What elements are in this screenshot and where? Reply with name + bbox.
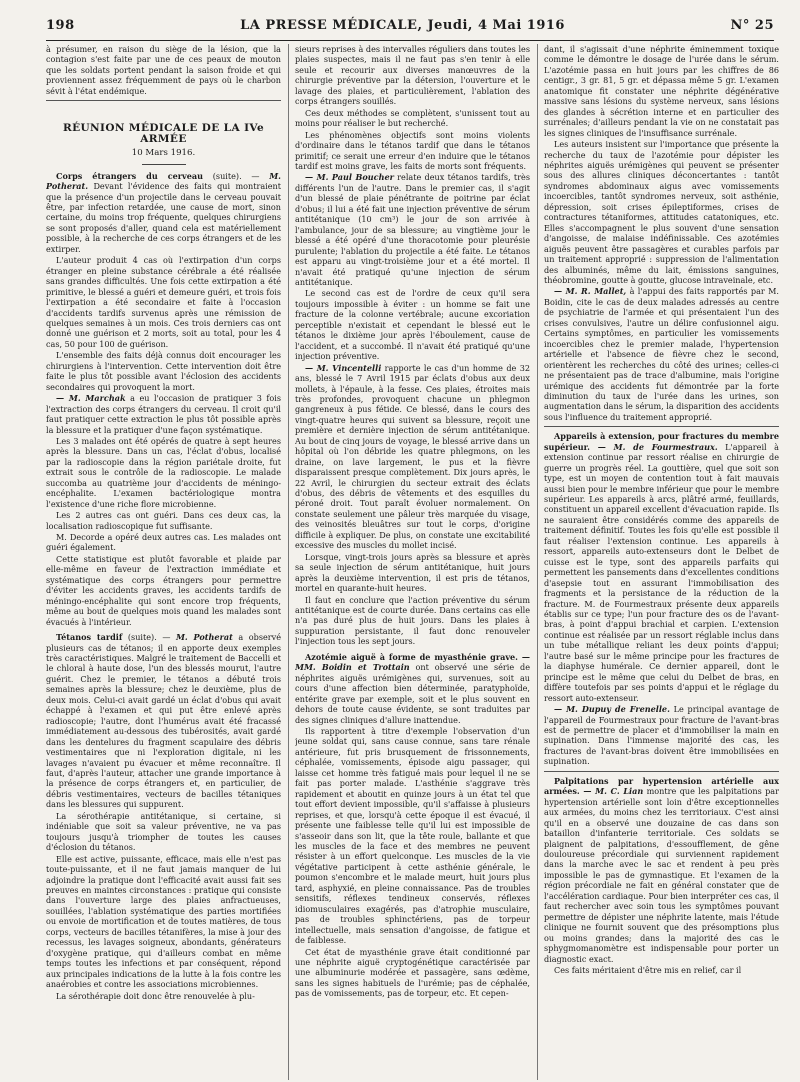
topic-heading: Corps étrangers du cerveau	[56, 170, 204, 181]
paragraph: sieurs reprises à des intervalles réguliers dans toutes les plaies suspectes, mais il ne faut pas s'en tenir à elle seule et recourir aux diverses manœuvres de la chirurgie préventive par la détersion, l'ouverture et le lavage des plaies, et particulièrement, l'ablation des corps étrangers souillés.	[295, 44, 530, 107]
author-name: M. Potherat	[175, 632, 233, 643]
author-name: — M. R. Mallet,	[554, 286, 627, 297]
paragraph-text: L'appareil à extension continue par ressort réalise en chirurgie de guerre un progrès réel. La gouttière, quel que soit son type, est un moyen de contention tout à fait mauvais aussi bien pour le membre inférieur que pour le membre supérieur. Les appareils à arcs, plâtré armé, feuillards, constituent un appareil excellent d'évacuation rapide. Ils ne sauraient être considérés comme des appareils de traitement définitif. Toutes les fois qu'elle est possible il faut réaliser l'extension continue. Les appareils à ressort, appareils auto-extenseurs dont le Delbet de cuisse est le type, sont des appareils parfaits qui permettent les pansements dans d'excellentes conditions d'asepsie tout en assurant l'immobilisation des fragments et la persistance de la réduction de la fracture. M. de Fourmestraux présente deux appareils établis sur ce type; l'un pour fracture des os de l'avant-bras, à point d'appui brachial et carpien. L'extension continue est réalisée par un ressort réglable inclus dans un tube métallique reliant les deux points d'appui; l'autre basé sur le même principe pour les fractures de la diaphyse humérale. Ce dernier appareil, dont le principe est le même que celui du Delbet de bras, en diffère toutefois par ses points d'appui et le réglage du ressort auto-extenseur.	[544, 441, 779, 703]
paragraph: Les phénomènes objectifs sont moins violents d'ordinaire dans le tétanos tardif que dans le tétanos primitif; ce serait une erreur d'en induire que le tétanos tardif est moins grave, les faits de morts sont fréquents.	[295, 129, 530, 171]
paragraph: Les 3 malades ont été opérés de quatre à sept heures après la blessure. Dans un cas, l'éclat d'obus, localisé par la radioscopie dans la région pariétale droite, fut extrait sous le contrôle de la radioscopie. Le malade succomba au quatrième jour d'accidents de méningo-encéphalite. L'examen bactériologique montra l'existence d'une riche flore microbienne.	[46, 435, 281, 509]
paragraph: Le second cas est de l'ordre de ceux qu'il sera toujours impossible à éviter : un homme se fait une fracture de la colonne vertébrale; aucune excoriation perceptible n'existait et cependant le blessé eut le tétanos le dixième jour après l'éboulement, cause de l'accident, et a succombé. Il n'avait été pratiqué qu'une injection préventive.	[295, 288, 530, 362]
paragraph: La sérothérapie doit donc être renouvelée à plu-	[56, 990, 255, 1001]
paragraph: Cet état de myasthénie grave était conditionné par une néphrite aiguë cryptogénétique caractérisée par une albuminurie modérée et passagère, sans œdème, sans les signes habituels de l'urémie; pas de céphalée, pas de vomissements, pas de torpeur, etc. Et cepen-	[295, 946, 530, 999]
paragraph	[46, 632, 281, 810]
paragraph-text: Devant l'évidence des faits qui montraient que la présence d'un projectile dans le cerveau pouvait être, par infection retardée, une cause de mort, sinon certaine, du moins trop fréquente, quelques chirurgiens se sont proposés d'aller, quand cela est matériellement possible, à la recherche de ces corps étrangers et de les extirper.	[46, 181, 281, 254]
divider	[142, 164, 186, 165]
author-name: — M. Marchak	[56, 393, 126, 404]
paragraph: Ces faits méritaient d'être mis en relief, car il	[554, 964, 742, 975]
paragraph: à présumer, en raison du siège de la lésion, que la contagion s'est faite par une de ces peaux de mouton que les soldats portent pendant la saison froide et qui proviennent assez fréquemment de pays où le charbon sévit à l'état endémique.	[46, 44, 281, 96]
divider	[544, 426, 779, 427]
author-name: M. Potherat.	[46, 170, 281, 192]
column-2	[295, 44, 530, 1080]
column-divider	[530, 44, 544, 1080]
page-header	[46, 12, 774, 38]
paragraph-text: ont observé une série de néphrites aiguës urémigènes qui, survenues, soit au cours d'une affection bien déterminée, paratyphoïde, entérite grave par exemple, soit et le plus souvent en dehors de toute cause évidente, se sont traduites par des signes cliniques d'allure inattendue.	[295, 662, 530, 725]
paragraph-text: a eu l'occasion de pratiquer 3 fois l'extraction des corps étrangers du cerveau. Il croit qu'il faut pratiquer cette extraction le plus tôt possible après la blessure et la pratiquer d'une façon systématique.	[46, 393, 281, 435]
paragraph: Cette statistique est plutôt favorable et plaide par elle-même en faveur de l'extraction immédiate et systématique des corps étrangers pour permettre d'éviter les accidents graves, les accidents tardifs de méningo-encéphalite qui sont encore trop fréquents, même au bout de quelques mois quand les malades sont évacués à l'intérieur.	[46, 553, 281, 627]
topic-heading: Palpitations par hypertension artérielle aux armées.	[544, 775, 779, 797]
journal-title: LA PRESSE MÉDICALE, Jeudi, 4 Mai 1916	[240, 17, 565, 33]
paragraph	[544, 431, 779, 703]
paragraph	[46, 393, 281, 435]
topic-heading: Azotémie aiguë à forme de myasthénie grave.	[305, 651, 518, 662]
section-title: RÉUNION MÉDICALE DE LA IVe ARMÉE	[62, 122, 265, 145]
paragraph: Les 2 autres cas ont guéri. Dans ces deux cas, la localisation radioscopique fut suffisante.	[46, 510, 281, 531]
paragraph: Il faut en conclure que l'action préventive du sérum antitétanique est de courte durée. Dans certains cas elle n'a pas duré plus de huit jours. Dans les plaies à suppuration persistante, il faut donc renouveler l'injection tous les sept jours.	[295, 594, 530, 647]
topic-heading: Tétanos tardif	[56, 632, 123, 643]
topic-suite: (suite). —	[203, 170, 270, 181]
column-divider	[281, 44, 295, 1080]
paragraph: dant, il s'agissait d'une néphrite éminemment toxique comme le démontre le dosage de l'urée dans le sérum. L'azotémie passa en huit jours par les chiffres de 86 centigr., 3 gr. 81, 5 gr. et dépassa même 5 gr. L'examen anatomique fit constater une néphrite dégénérative massive sans lésions du système nerveux, sans lésions des glandes à sécrétion interne et en particulier des surrénales; d'ailleurs pendant la vie on ne constatait pas les signes cliniques de l'insuffisance surrénale.	[544, 44, 779, 138]
paragraph: L'ensemble des faits déjà connus doit encourager les chirurgiens à l'intervention. Cette intervention doit être faite le plus tôt possible avant l'éclosion des accidents secondaires qui provoquent la mort.	[46, 350, 281, 392]
paragraph	[46, 171, 281, 255]
paragraph: Ils rapportent à titre d'exemple l'observation d'un jeune soldat qui, sans cause connue, sans tare rénale antérieure, fut pris brusquement de frissonnements, céphalée, vomissements, épisode aigu passager, qui laisse cet homme très fatigué mais pour lequel il ne se fait pas porter malade. L'asthénie s'aggrave très rapidement et aboutit en quinze jours à un état tel que tout effort devient impossible, qu'il s'affaisse à plusieurs reprises, et que, lorsqu'à cette époque il est évacué, il présente une faiblesse telle qu'il lui est impossible de s'asseoir dans son lit, que la tête roule, ballante et que les muscles de la face et des membres ne peuvent résister à un effort quelconque. Les muscles de la vie végétative participent à cette asthénie générale, le poumon s'encombre et le malade meurt, huit jours plus tard, asphyxié, en pleine connaissance. Pas de troubles sensitifs, réflexes tendineux conservés, réflexes idiomusculaires exagérés, pas d'atrophie musculaire, pas de troubles sphinctériens, pas de torpeur intellectuelle, mais sensation d'angoisse, de fatigue et de faiblesse.	[295, 726, 530, 946]
paragraph: La sérothérapie antitétanique, si certaine, si indéniable que soit sa valeur préventive, ne va pas toujours jusqu'à triompher de toutes les causes d'éclosion du tétanos.	[46, 810, 281, 853]
divider	[46, 100, 281, 101]
author-name: — M. Dupuy de Frenelle.	[554, 704, 670, 715]
paragraph	[295, 363, 530, 551]
divider	[544, 771, 779, 772]
paragraph-text: montre que les palpitations par hypertension artérielle sont loin d'être exceptionnelles aux armées, du moins chez les territoriaux. C'est ainsi qu'il en a observé une douzaine de cas dans son bataillon d'infanterie territoriale. Ces soldats se plaignent de palpitations, d'essoufflement, de gêne douloureuse précordiale qui surviennent rapidement dans la marche avec le sac et rendent à peu près impossible le pas de gymnastique. Et l'examen de la région précordiale ne fait en général constater que de l'accélération cardiaque. Pour bien interpréter ces cas, il faut rechercher avec soin tous les symptômes pouvant permettre de dépister une néphrite latente, mais l'étude clinique ne fournit souvent que des présomptions plus ou moins grandes; dans la majorité des cas le sphygmomanomètre est indispensable pour porter un diagnostic exact.	[544, 786, 779, 964]
paragraph-text: a observé plusieurs cas de tétanos; il en apporte deux exemples très caractéristiques. Malgré le traitement de Baccelli et le chloral à haute dose, l'un des blessés mourut, l'autre guérit. Chez le premier, le tétanos a débuté trois semaines après la blessure; chez le deuxième, plus de deux mois. Celui-ci avait gardé un éclat d'obus qui avait échappé à l'examen et qui put être enlevé après radioscopie; l'autre, dont l'humérus avait été fracassé immédiatement au-dessous des tubérosités, avait gardé dans les dentelures du fragment scapulaire des débris vestimentaires que ni l'exploration digitale, ni les lavages n'avaient pu évacuer et même reconnaître. Il faut, d'après l'auteur, attacher une grande importance à la présence de corps étrangers et, en particulier, de débris vestimentaires, vecteurs de bacilles tétaniques dans les blessures qui suppurent.	[46, 632, 281, 810]
topic-heading: Appareils à extension, pour fractures du membre supérieur.	[544, 431, 779, 452]
paragraph	[295, 652, 530, 725]
topic-suite: (suite). —	[122, 632, 176, 643]
author-name: — M. de Fourmestraux.	[589, 441, 718, 452]
paragraph-text: relate deux tétanos tardifs, très différents l'un de l'autre. Dans le premier cas, il s'agit d'un blessé de plaie pénétrante de poitrine par éclat d'obus; il lui a été fait une injection préventive de sérum antitétanique (10 cm³) le jour de son arrivée à l'ambulance, jour de sa blessure; au vingtième jour le blessé a été opéré d'une thoracotomie pour pleurésie purulente; l'ablation du projectile a été faite. Le tétanos est apparu au vingt-troisième jour et a été mortel. Il n'avait été pratiqué qu'une injection de sérum antitétanique.	[295, 172, 530, 287]
page-number: 198	[46, 17, 75, 33]
paragraph	[544, 776, 779, 964]
paragraph: Lorsque, vingt-trois jours après sa blessure et après sa seule injection de sérum antitétanique, huit jours après la deuxième intervention, il est pris de tétanos, mortel en quarante-huit heures.	[295, 551, 530, 594]
paragraph: Les auteurs insistent sur l'importance que présente la recherche du taux de l'azotémie pour dépister les néphrites aiguës urémigènes qui peuvent se présenter sous des allures cliniques déconcertantes : tantôt syndromes abdominaux aigus avec vomissements incoercibles, tantôt syndromes nerveux, soit asthénie, dépression, soit crises épileptiformes, crises de contractures tétaniformes, attitudes catatoniques, etc. Elles s'accompagnent le plus souvent d'une sensation d'angoisse, de malaise indéfinissable. Ces azotémies aiguës peuvent être passagères et curables parfois par un traitement approprié : suppression de l'alimentation des albuminés, même du lait, émissions sanguines, théobromine, goutte à goutte, glucose intraveinale, etc.	[544, 139, 779, 285]
paragraph	[544, 704, 779, 767]
paragraph: M. Decorde a opéré deux autres cas. Les malades ont guéri également.	[46, 532, 281, 553]
issue-number: N° 25	[730, 17, 774, 33]
author-name: — M. Vincentelli	[305, 362, 382, 373]
author-name: — M. Paul Boucher	[305, 172, 394, 183]
paragraph: L'auteur produit 4 cas où l'extirpation d'un corps étranger en pleine substance cérébrale a été réalisée sans grandes difficultés. Une fois cette extirpation a été primitive, le blessé a guéri et demeure guéri, et trois fois l'extirpation a été secondaire et faite à l'occasion d'accidents tardifs survenus après une rémission de quelques semaines à un mois. Ces trois derniers cas ont donné une guérison et 2 morts, soit au total, pour les 4 cas, 50 pour 100 de guérison.	[46, 255, 281, 349]
paragraph: Elle est active, puissante, efficace, mais elle n'est pas toute-puissante, et il ne faut jamais manquer de lui adjoindre la pratique dont l'efficacité avait aussi fait ses preuves en maintes circonstances : pratique qui consiste dans l'ouverture large des plaies anfractueuses, souillées, l'ablation systématique des parties mortifiées ou envoie de mortification et de toutes matières, de tous corps, vecteurs de bacilles tétanifères, la mise à jour des recessus, les lavages soigneux, abondants, générateurs d'oxygène pratique, qui d'ailleurs combat en même temps toutes les infections et par conséquent, répond aux principales indications de la lutte à la fois contre les anaérobies et contre les associations microbiennes.	[46, 853, 281, 990]
paragraph: Ces deux méthodes se complètent, s'unissent tout au moins pour réaliser le but recherché.	[295, 107, 530, 129]
column-3	[544, 44, 779, 1080]
section-date: 10 Mars 1916.	[131, 148, 196, 159]
paragraph-text: à l'appui des faits rapportés par M. Boidin, cite le cas de deux malades adressés au centre de psychiatrie de l'armée et qui présentaient l'un des crises convulsives, l'autre un délire confusionnel aigu. Certains symptômes, en particulier les vomissements incoercibles chez le premier malade, l'hypertension artérielle et l'absence de fièvre chez le second, orientèrent les recherches du côté des urines; celles-ci ne présentaient pas de trace d'albumine, mais l'origine urémique des accidents fut démontrée par la forte diminution du taux de l'urée dans les urines, son augmentation dans le sérum, la disparition des accidents sous l'influence du traitement approprié.	[544, 286, 779, 422]
column-1	[46, 44, 281, 1080]
paragraph-text: Le principal avantage de l'appareil de Fourmestraux pour fracture de l'avant-bras est de permettre de placer et d'immobiliser la main en supination. Dans l'immense majorité des cas, les fractures de l'avant-bras doivent être immobilisées en supination.	[544, 704, 779, 767]
header-rule	[46, 40, 774, 41]
paragraph	[295, 172, 530, 287]
article-columns	[46, 44, 780, 1080]
author-name: — M. C. Lian	[579, 786, 644, 797]
author-name: — MM. Boidin et Trottain	[295, 651, 530, 673]
paragraph	[544, 286, 779, 422]
paragraph-text: rapporte le cas d'un homme de 32 ans, blessé le 7 Avril 1915 par éclats d'obus aux deux mollets, à l'épaule, à la fesse. Ces plaies, étroites mais très profondes, provoquent chacune un phlegmon gangreneux à pus fétide. Ce blessé, dans le cours des vingt-quatre heures qui suivent sa blessure, reçoit une première et dernière injection de sérum antitétanique. Au bout de cinq jours de voyage, le blessé arrive dans un hôpital où l'on débride les quatre phlegmons, on les draine, on lave largement, le pus et la fièvre disparaissent presque complètement. Dix jours après, le 22 Avril, le chirurgien du secteur extrait des éclats d'obus, des débris de vêtements et des esquilles du péroné droit. Tout paraît évoluer normalement. On constate seulement une pâleur très marquée du visage, des veinosités bleuâtres sur tout le corps, d'origine difficile à expliquer. De plus, on constate une excitabilité excessive des muscles du mollet incisé.	[295, 362, 530, 551]
